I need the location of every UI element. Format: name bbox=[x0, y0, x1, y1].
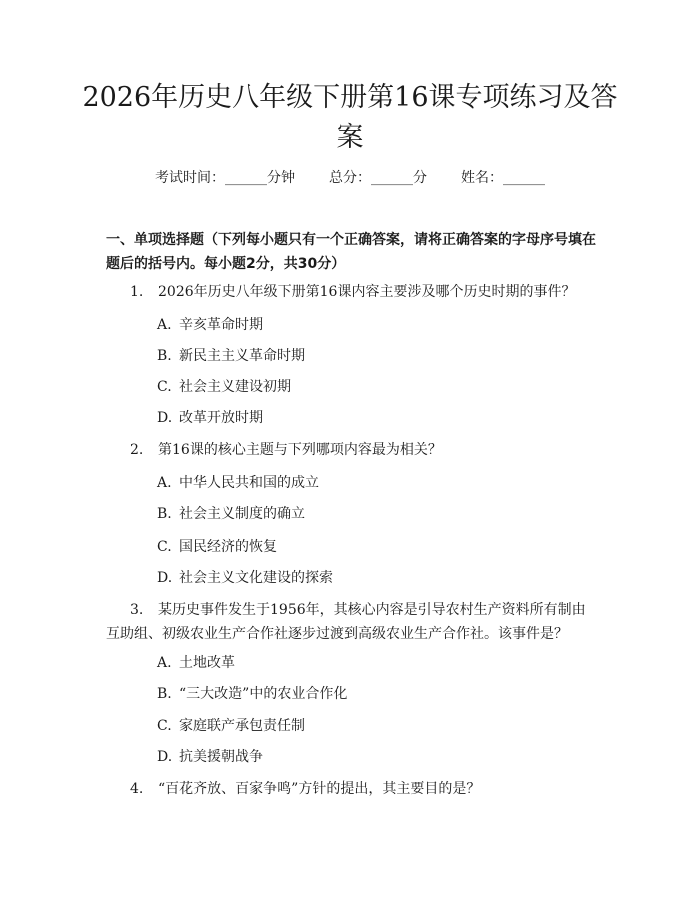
option-text: 抗美援朝战争 bbox=[179, 749, 263, 765]
option-text: “三大改造”中的农业合作化 bbox=[179, 686, 348, 702]
question-4 bbox=[130, 777, 600, 801]
total-score-field: 总分：______分 bbox=[329, 170, 427, 186]
question-1-option-b bbox=[157, 346, 577, 366]
option-letter: C. bbox=[157, 539, 172, 555]
question-text: “百花齐放、百家争鸣”方针的提出，其主要目的是？ bbox=[158, 781, 481, 797]
question-text: 某历史事件发生于1956年，其核心内容是引导农村生产资料所有制由互助组、初级农业生产合作社逐步过渡到高级农业生产合作社。该事件是？ bbox=[106, 602, 586, 642]
question-3-option-c bbox=[157, 716, 577, 736]
question-3-option-b bbox=[157, 684, 577, 704]
question-1-option-d bbox=[157, 408, 577, 428]
option-letter: C. bbox=[157, 379, 172, 395]
question-1-option-a bbox=[157, 315, 577, 335]
question-3-option-d bbox=[157, 747, 577, 767]
question-1 bbox=[130, 280, 600, 304]
exam-time-field: 考试时间：______分钟 bbox=[155, 170, 295, 186]
option-letter: D. bbox=[157, 749, 173, 765]
option-text: 家庭联产承包责任制 bbox=[179, 718, 305, 734]
option-letter: B. bbox=[157, 686, 172, 702]
option-text: 中华人民共和国的成立 bbox=[179, 475, 319, 491]
option-letter: C. bbox=[157, 718, 172, 734]
question-3 bbox=[106, 598, 598, 646]
question-number: 3. bbox=[130, 602, 144, 618]
question-1-option-c bbox=[157, 377, 577, 397]
option-letter: A. bbox=[157, 655, 172, 671]
option-text: 改革开放时期 bbox=[179, 410, 263, 426]
option-text: 社会主义建设初期 bbox=[179, 379, 291, 395]
question-number: 1. bbox=[130, 284, 144, 300]
option-letter: D. bbox=[157, 410, 173, 426]
option-text: 社会主义制度的确立 bbox=[179, 506, 305, 522]
question-text: 2026年历史八年级下册第16课内容主要涉及哪个历史时期的事件？ bbox=[158, 284, 576, 300]
question-2 bbox=[130, 438, 600, 462]
option-text: 土地改革 bbox=[179, 655, 235, 671]
document-title: 2026年历史八年级下册第16课专项练习及答案 bbox=[82, 82, 618, 153]
question-2-option-d bbox=[157, 568, 577, 588]
option-text: 辛亥革命时期 bbox=[179, 317, 263, 333]
question-number: 2. bbox=[130, 442, 144, 458]
exam-info-line bbox=[0, 168, 700, 188]
question-2-option-a bbox=[157, 473, 577, 493]
option-letter: A. bbox=[157, 475, 172, 491]
option-text: 社会主义文化建设的探索 bbox=[179, 570, 333, 586]
option-text: 新民主主义革命时期 bbox=[179, 348, 305, 364]
question-text: 第16课的核心主题与下列哪项内容最为相关？ bbox=[158, 442, 442, 458]
option-letter: A. bbox=[157, 317, 172, 333]
option-letter: D. bbox=[157, 570, 173, 586]
option-text: 国民经济的恢复 bbox=[179, 539, 277, 555]
question-2-option-c bbox=[157, 537, 577, 557]
question-2-option-b bbox=[157, 504, 577, 524]
student-name-field: 姓名：______ bbox=[461, 170, 545, 186]
question-number: 4. bbox=[130, 781, 144, 797]
option-letter: B. bbox=[157, 348, 172, 364]
option-letter: B. bbox=[157, 506, 172, 522]
section-heading-single-choice: 一、单项选择题（下列每小题只有一个正确答案，请将正确答案的字母序号填在题后的括号内。每小题2分，共30分） bbox=[106, 232, 596, 272]
question-3-option-a bbox=[157, 653, 577, 673]
